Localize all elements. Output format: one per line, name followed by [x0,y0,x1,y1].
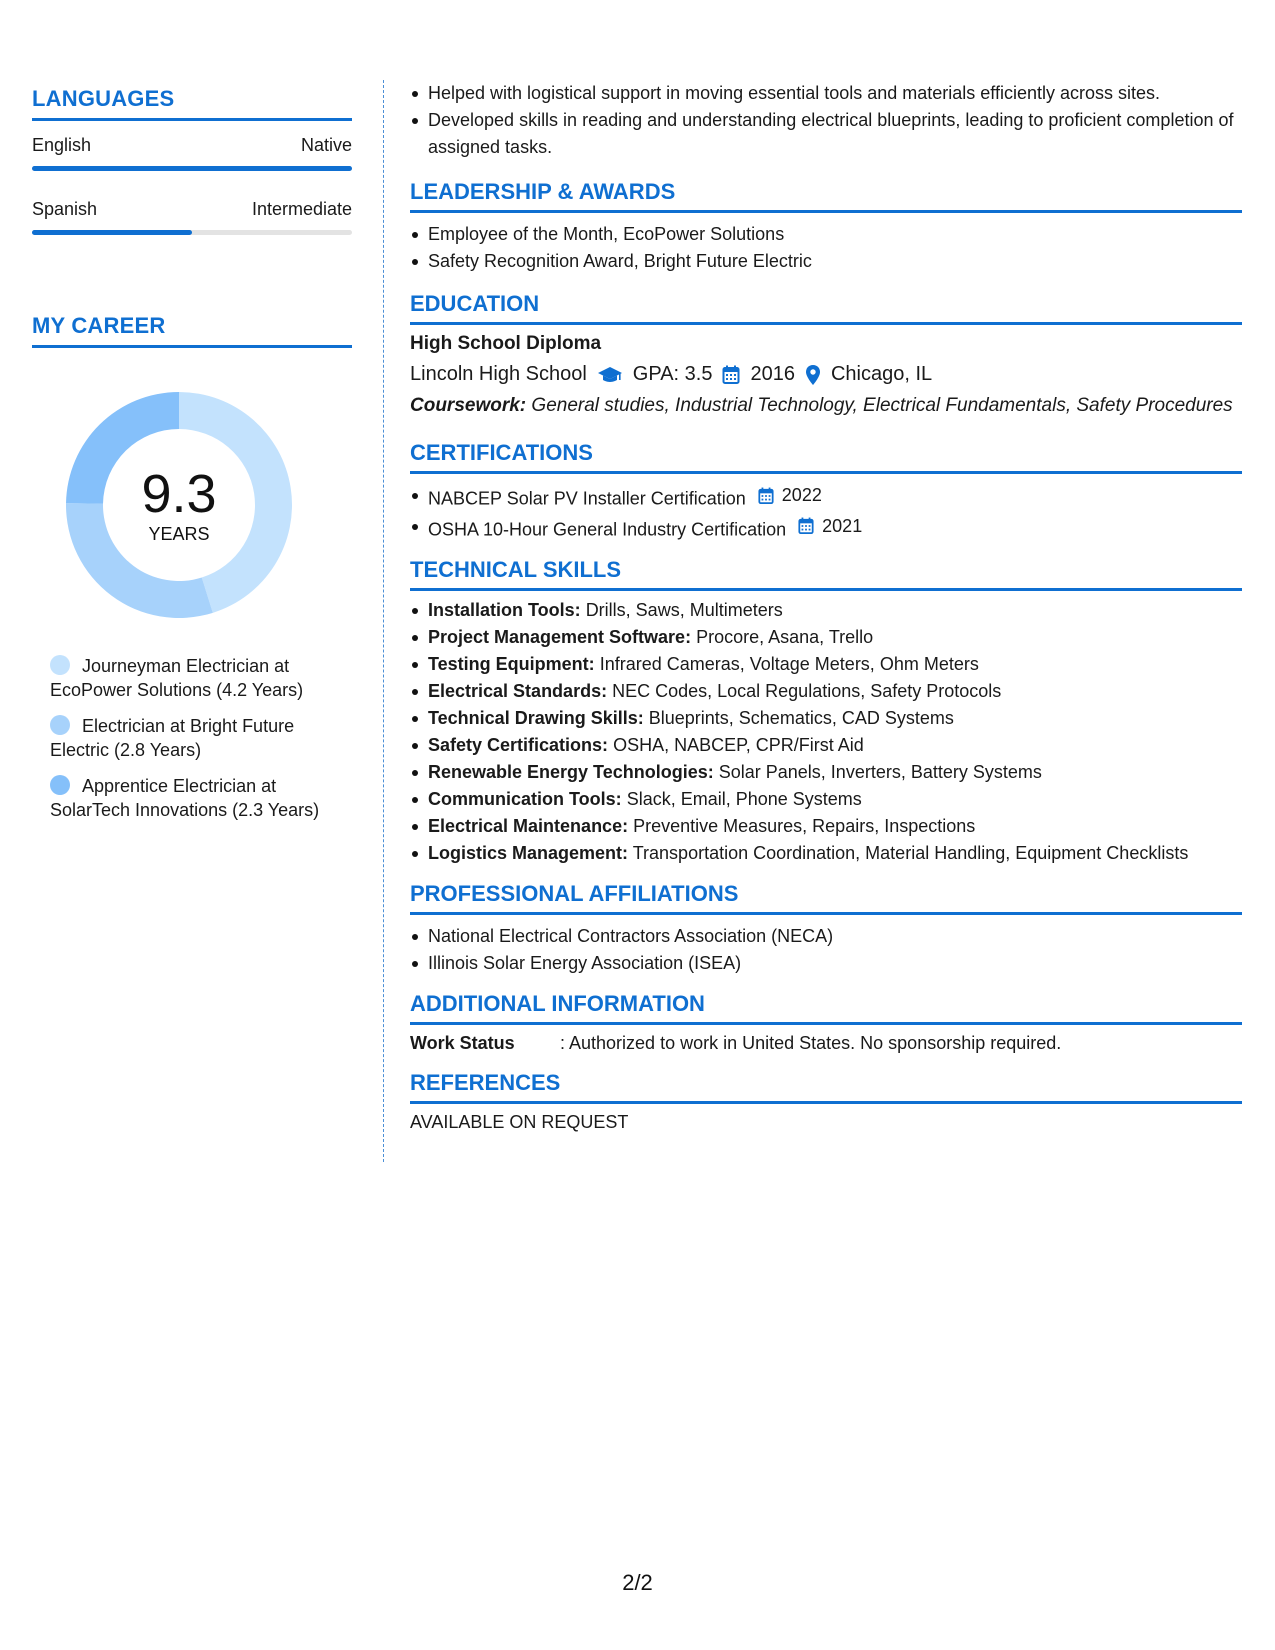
career-donut-chart [66,392,292,618]
additional-info-title: ADDITIONAL INFORMATION [410,991,1242,1025]
skill-label: Installation Tools: [428,600,581,620]
list-item: Employee of the Month, EcoPower Solutions [410,221,1242,248]
skill-item [410,678,1242,705]
language-level: Intermediate [251,199,352,219]
experience-continued-list [410,80,1242,161]
languages-title: LANGUAGES [32,86,352,121]
skill-value: Procore, Asana, Trello [696,627,874,647]
skill-item [410,705,1242,732]
left-column [32,86,352,834]
language-name: English [32,135,92,155]
skill-value: OSHA, NABCEP, CPR/First Aid [613,735,864,755]
career-title: MY CAREER [32,313,352,348]
education-coursework: Coursework: General studies, Industrial Technology, Electrical Fundamentals, Safety Procedures [410,395,1233,416]
work-status-label: Work Status [410,1033,515,1053]
legend-label: Journeyman Electrician at EcoPower Solutions (4.2 Years) [50,656,304,700]
skill-label: Electrical Standards: [428,681,608,701]
career-legend-item [50,654,330,702]
legend-dot [50,775,70,795]
education-title: EDUCATION [410,291,1242,325]
languages-list [32,135,352,235]
career-legend-item [50,714,330,762]
skill-value: Preventive Measures, Repairs, Inspections [633,816,976,836]
affiliations-list [410,923,1242,977]
skill-item [410,786,1242,813]
work-status-row [410,1033,1242,1054]
leadership-list [410,221,1242,275]
page-number: 2/2 [622,1570,653,1595]
technical-skills-title: TECHNICAL SKILLS [410,557,1242,591]
calendar-icon [798,517,818,535]
education-year: 2016 [750,363,795,385]
certification-item [410,482,1242,513]
skill-value: Transportation Coordination, Material Handling, Equipment Checklists [632,843,1189,863]
language-item [32,135,352,171]
technical-skills-list [410,597,1242,867]
skill-item [410,624,1242,651]
skill-item [410,759,1242,786]
education-entry [410,333,1242,418]
list-item: Illinois Solar Energy Association (ISEA) [410,950,1242,977]
skill-item [410,732,1242,759]
education-degree: High School Diploma [410,333,602,354]
career-legend [32,654,352,822]
list-item: Safety Recognition Award, Bright Future Electric [410,248,1242,275]
skill-label: Testing Equipment: [428,654,595,674]
education-gpa: GPA: 3.5 [632,363,713,385]
skill-label: Electrical Maintenance: [428,816,629,836]
skill-value: NEC Codes, Local Regulations, Safety Protocols [612,681,1002,701]
career-total-years: 9.3 [141,463,217,524]
language-item [32,199,352,235]
skill-value: Slack, Email, Phone Systems [626,789,862,809]
list-item: Helped with logistical support in moving essential tools and materials efficiently across sites. [410,80,1242,107]
career-legend-item [50,774,330,822]
skill-label: Logistics Management: [428,843,629,863]
list-item: National Electrical Contractors Association (NECA) [410,923,1242,950]
certification-year: 2022 [781,485,822,505]
skill-value: Solar Panels, Inverters, Battery Systems [718,762,1042,782]
education-school: Lincoln High School [410,363,587,385]
skill-item [410,813,1242,840]
certifications-list [410,482,1242,543]
skill-value: Infrared Cameras, Voltage Meters, Ohm Meters [599,654,979,674]
affiliations-title: PROFESSIONAL AFFILIATIONS [410,881,1242,915]
skill-label: Safety Certifications: [428,735,609,755]
career-years-unit: YEARS [148,523,210,544]
skill-label: Project Management Software: [428,627,692,647]
legend-label: Apprentice Electrician at SolarTech Innovations (2.3 Years) [50,776,320,820]
list-item: Developed skills in reading and understanding electrical blueprints, leading to proficient completion of assigned tasks. [410,107,1242,161]
language-proficiency-bar [32,230,352,235]
certifications-title: CERTIFICATIONS [410,440,1242,474]
certification-name: OSHA 10-Hour General Industry Certification [428,519,787,539]
language-proficiency-fill [32,230,192,235]
skill-label: Renewable Energy Technologies: [428,762,714,782]
skill-item [410,840,1242,867]
skill-item [410,597,1242,624]
graduation-cap-icon [597,365,623,385]
calendar-icon [722,365,740,385]
references-title: REFERENCES [410,1070,1242,1104]
certification-year: 2021 [822,515,863,536]
language-proficiency-bar [32,166,352,171]
certification-item [410,513,1242,544]
references-text: AVAILABLE ON REQUEST [410,1112,629,1132]
column-divider [383,80,384,1162]
language-name: Spanish [32,199,98,219]
right-column [410,80,1242,1133]
leadership-title: LEADERSHIP & AWARDS [410,179,1242,213]
legend-dot [50,655,70,675]
skill-value: Blueprints, Schematics, CAD Systems [648,708,954,728]
legend-dot [50,715,70,735]
skill-label: Technical Drawing Skills: [428,708,644,728]
career-section [32,313,352,822]
education-location: Chicago, IL [830,363,933,385]
work-status-value: : Authorized to work in United States. No sponsorship required. [560,1033,1062,1053]
skill-item [410,651,1242,678]
certification-name: NABCEP Solar PV Installer Certification [428,488,746,509]
language-proficiency-fill [32,166,352,171]
skill-value: Drills, Saws, Multimeters [585,600,783,620]
legend-label: Electrician at Bright Future Electric (2.8 Years) [50,716,295,760]
language-level: Native [300,135,352,155]
location-pin-icon [805,364,821,386]
calendar-icon [758,487,778,505]
skill-label: Communication Tools: [428,789,622,809]
